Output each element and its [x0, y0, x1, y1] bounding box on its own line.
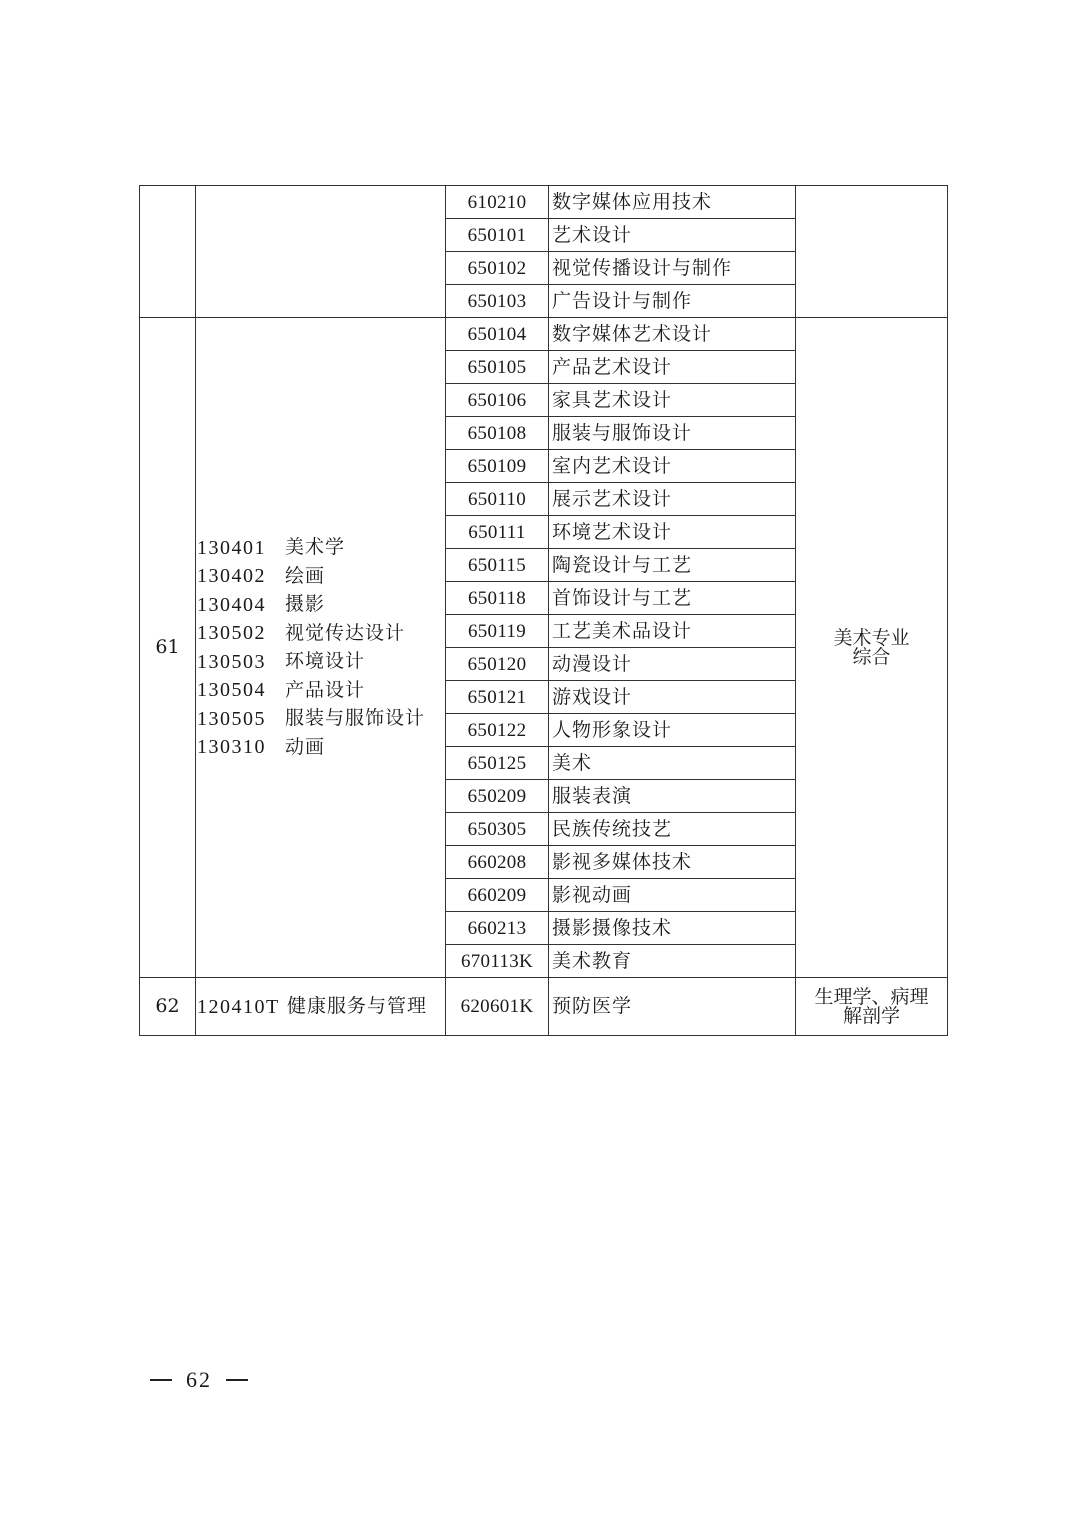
undergrad-major [197, 648, 445, 677]
major-name: 数字媒体应用技术 [549, 186, 796, 219]
group-number-cell: 61 [140, 318, 196, 978]
exam-subject-cell [796, 978, 948, 1036]
major-name: 美术 [549, 747, 796, 780]
undergrad-majors-cell [196, 318, 446, 978]
undergrad-name: 环境设计 [285, 650, 366, 673]
major-name: 环境艺术设计 [549, 516, 796, 549]
exam-subject-line: 综合 [852, 645, 891, 668]
table-row [140, 186, 948, 219]
major-name: 摄影摄像技术 [549, 912, 796, 945]
undergrad-name: 健康服务与管理 [287, 995, 428, 1017]
major-code: 650209 [446, 780, 549, 813]
major-name: 美术教育 [549, 945, 796, 978]
major-code: 650110 [446, 483, 549, 516]
undergrad-major [197, 534, 445, 563]
exam-subject-line: 解剖学 [842, 1004, 900, 1027]
major-name: 家具艺术设计 [549, 384, 796, 417]
undergrad-majors-cell [196, 186, 446, 318]
major-name: 数字媒体艺术设计 [549, 318, 796, 351]
undergrad-major [197, 733, 445, 762]
major-name: 产品艺术设计 [549, 351, 796, 384]
major-name: 室内艺术设计 [549, 450, 796, 483]
exam-subject-cell [796, 186, 948, 318]
major-mapping-table [139, 185, 948, 1036]
group-number-cell: 62 [140, 978, 196, 1036]
page-footer [150, 1367, 248, 1393]
undergrad-code: 130505 [197, 707, 266, 730]
table-row [140, 978, 948, 1036]
major-name: 展示艺术设计 [549, 483, 796, 516]
major-name: 首饰设计与工艺 [549, 582, 796, 615]
major-code: 650105 [446, 351, 549, 384]
undergrad-code: 130402 [197, 565, 266, 588]
major-name: 民族传统技艺 [549, 813, 796, 846]
undergrad-code: 130404 [197, 593, 266, 616]
major-code: 650103 [446, 285, 549, 318]
major-code: 610210 [446, 186, 549, 219]
major-code: 650115 [446, 549, 549, 582]
major-code: 650109 [446, 450, 549, 483]
dash-decoration [150, 1379, 172, 1381]
major-code: 660213 [446, 912, 549, 945]
undergrad-code: 130310 [197, 736, 266, 759]
undergrad-code: 130504 [197, 679, 266, 702]
undergrad-name: 摄影 [285, 593, 326, 616]
undergrad-major [197, 591, 445, 620]
undergrad-name: 美术学 [285, 536, 346, 559]
major-code: 650104 [446, 318, 549, 351]
major-name: 服装与服饰设计 [549, 417, 796, 450]
major-code: 650101 [446, 219, 549, 252]
major-code: 650106 [446, 384, 549, 417]
major-code: 650305 [446, 813, 549, 846]
major-code: 650121 [446, 681, 549, 714]
exam-subject-cell [796, 318, 948, 978]
undergrad-code: 120410T [197, 995, 280, 1018]
table-row [140, 318, 948, 351]
major-name: 游戏设计 [549, 681, 796, 714]
undergrad-major [197, 705, 445, 734]
major-name: 陶瓷设计与工艺 [549, 549, 796, 582]
group-number-cell [140, 186, 196, 318]
major-code: 650119 [446, 615, 549, 648]
major-code: 650118 [446, 582, 549, 615]
dash-decoration [226, 1379, 248, 1381]
major-name: 预防医学 [549, 978, 796, 1036]
undergrad-major [197, 619, 445, 648]
major-name: 人物形象设计 [549, 714, 796, 747]
undergrad-major-list [196, 534, 445, 762]
undergrad-code: 130401 [197, 536, 266, 559]
major-name: 服装表演 [549, 780, 796, 813]
major-name: 广告设计与制作 [549, 285, 796, 318]
major-code: 650120 [446, 648, 549, 681]
major-name: 工艺美术品设计 [549, 615, 796, 648]
page-number: 62 [186, 1367, 212, 1392]
undergrad-major [197, 562, 445, 591]
undergrad-code: 130502 [197, 622, 266, 645]
undergrad-major [197, 676, 445, 705]
exam-subject-line: 美术专业 [833, 626, 910, 649]
major-name: 艺术设计 [549, 219, 796, 252]
major-name: 动漫设计 [549, 648, 796, 681]
undergrad-name: 动画 [285, 735, 326, 758]
major-name: 影视多媒体技术 [549, 846, 796, 879]
undergrad-code: 130503 [197, 650, 266, 673]
major-code: 650122 [446, 714, 549, 747]
major-code: 650108 [446, 417, 549, 450]
major-name: 影视动画 [549, 879, 796, 912]
undergrad-major [196, 997, 445, 1017]
major-code: 670113K [446, 945, 549, 978]
undergrad-majors-cell [196, 978, 446, 1036]
major-code: 650111 [446, 516, 549, 549]
major-code: 660209 [446, 879, 549, 912]
major-code: 650102 [446, 252, 549, 285]
undergrad-name: 视觉传达设计 [285, 621, 406, 644]
exam-subject-line: 生理学、病理 [814, 985, 929, 1008]
undergrad-name: 服装与服饰设计 [285, 707, 426, 730]
major-code: 650125 [446, 747, 549, 780]
major-code: 660208 [446, 846, 549, 879]
undergrad-name: 绘画 [285, 564, 326, 587]
major-name: 视觉传播设计与制作 [549, 252, 796, 285]
major-code: 620601K [446, 978, 549, 1036]
undergrad-name: 产品设计 [285, 678, 366, 701]
